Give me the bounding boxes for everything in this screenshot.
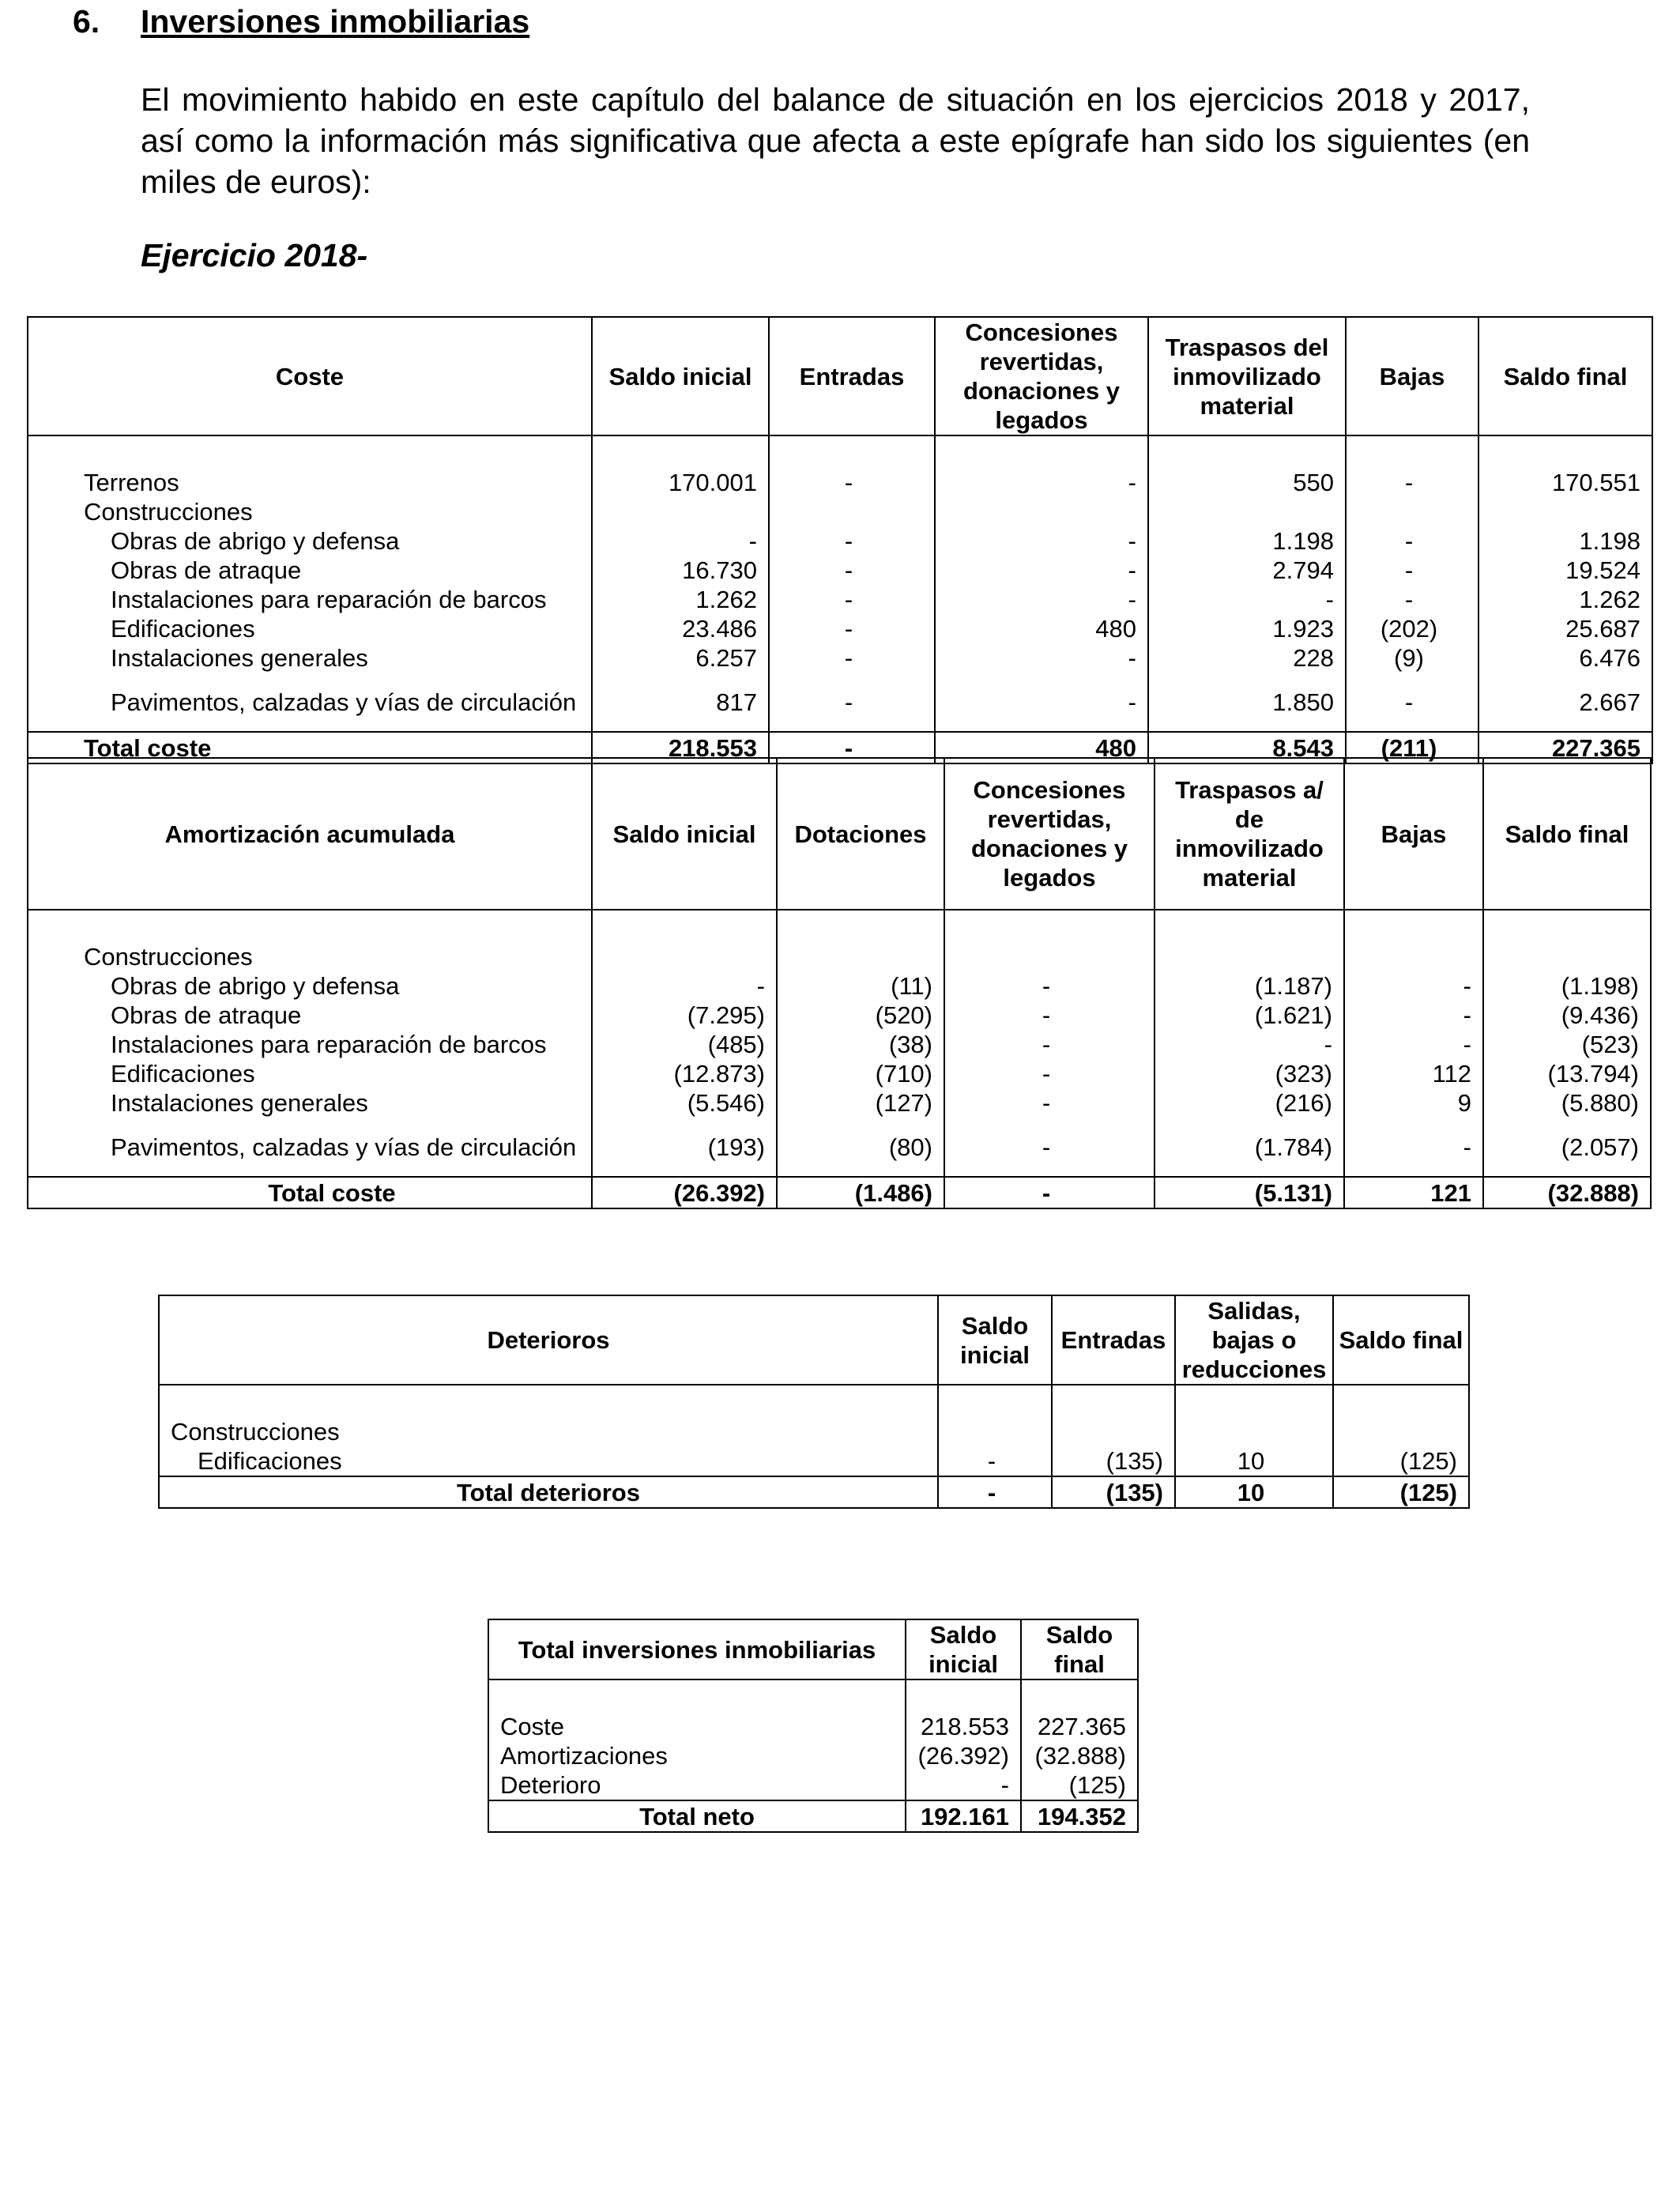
cell-value: (26.392) <box>906 1741 1021 1770</box>
section-title <box>73 3 529 40</box>
cell-value: (125) <box>1333 1446 1469 1476</box>
cost-header-traspasos: Traspasos del inmovilizado material <box>1148 317 1346 435</box>
cell-value: (135) <box>1052 1446 1175 1476</box>
cell-value: (80) <box>777 1118 944 1177</box>
cell-value: (1.621) <box>1155 1001 1344 1030</box>
spacer-cell <box>1346 435 1478 468</box>
section-title-text: Inversiones inmobiliarias <box>141 3 530 40</box>
det-header-saldo-final: Saldo final <box>1333 1295 1469 1385</box>
row-label: Instalaciones generales <box>28 1088 592 1118</box>
table-row <box>28 556 1652 585</box>
cell-value <box>1483 942 1651 971</box>
total-label: Total coste <box>28 1177 592 1208</box>
row-label: Obras de abrigo y defensa <box>28 526 592 556</box>
cell-value: 1.198 <box>1478 526 1652 556</box>
amortization-table <box>27 757 1652 1209</box>
cell-value <box>769 497 935 526</box>
table-row <box>28 468 1652 497</box>
row-label: Edificaciones <box>28 1059 592 1088</box>
cell-value: 2.794 <box>1148 556 1346 585</box>
table-row <box>28 1001 1651 1030</box>
cell-value: - <box>935 673 1148 732</box>
cell-value: 19.524 <box>1478 556 1652 585</box>
cell-value: - <box>944 971 1155 1001</box>
table-row <box>28 1118 1651 1177</box>
cell-value: - <box>906 1770 1021 1800</box>
table-row <box>28 1059 1651 1088</box>
cell-value: - <box>944 1118 1155 1177</box>
cell-value: - <box>592 526 769 556</box>
cell-value: - <box>935 468 1148 497</box>
total-row <box>159 1476 1469 1508</box>
cell-value <box>1155 942 1344 971</box>
cost-header-coste: Coste <box>28 317 592 435</box>
table-row <box>28 673 1652 732</box>
cell-value: 1.850 <box>1148 673 1346 732</box>
amort-header-dotaciones: Dotaciones <box>777 758 944 910</box>
spacer-cell <box>906 1679 1021 1712</box>
cell-value <box>1478 497 1652 526</box>
cell-value: (202) <box>1346 614 1478 643</box>
cell-value: - <box>769 614 935 643</box>
cell-value: 6.257 <box>592 643 769 673</box>
row-label: Edificaciones <box>28 614 592 643</box>
total-value: 121 <box>1344 1177 1483 1208</box>
row-label: Obras de atraque <box>28 1001 592 1030</box>
impairment-table <box>158 1295 1470 1509</box>
total-value: (211) <box>1346 732 1478 763</box>
total-value: 227.365 <box>1478 732 1652 763</box>
row-label: Obras de atraque <box>28 556 592 585</box>
cell-value: (485) <box>592 1030 777 1059</box>
tot-header-saldo-final: Saldo final <box>1021 1619 1138 1679</box>
total-value: 8.543 <box>1148 732 1346 763</box>
spacer-cell <box>769 435 935 468</box>
spacer-cell <box>28 435 592 468</box>
cell-value <box>1052 1417 1175 1446</box>
cell-value: - <box>769 556 935 585</box>
amort-header-saldo-inicial: Saldo inicial <box>592 758 777 910</box>
cell-value: 817 <box>592 673 769 732</box>
cell-value <box>777 942 944 971</box>
row-label: Obras de abrigo y defensa <box>28 971 592 1001</box>
total-value: (135) <box>1052 1476 1175 1508</box>
cell-value: - <box>769 643 935 673</box>
cell-value: (1.187) <box>1155 971 1344 1001</box>
cell-value: 16.730 <box>592 556 769 585</box>
total-value: - <box>938 1476 1052 1508</box>
table-row <box>28 942 1651 971</box>
cell-value: (193) <box>592 1118 777 1177</box>
amort-header-bajas: Bajas <box>1344 758 1483 910</box>
total-value: 218.553 <box>592 732 769 763</box>
table-row <box>28 643 1652 673</box>
cell-value: - <box>1344 1118 1483 1177</box>
cell-value: - <box>935 643 1148 673</box>
total-investments-table <box>488 1619 1139 1833</box>
amort-header-saldo-final: Saldo final <box>1483 758 1651 910</box>
spacer-row <box>28 435 1652 468</box>
cell-value: (125) <box>1021 1770 1138 1800</box>
spacer-cell <box>1155 910 1344 942</box>
total-row <box>28 1177 1651 1208</box>
det-header-saldo-inicial: Saldo inicial <box>938 1295 1052 1385</box>
cell-value: 480 <box>935 614 1148 643</box>
cell-value: (12.873) <box>592 1059 777 1088</box>
cell-value: (2.057) <box>1483 1118 1651 1177</box>
cell-value <box>1175 1417 1333 1446</box>
total-investments-table-body <box>488 1679 1138 1832</box>
cell-value: 2.667 <box>1478 673 1652 732</box>
total-value: 192.161 <box>906 1800 1021 1832</box>
cell-value: - <box>1344 1001 1483 1030</box>
total-value: 10 <box>1175 1476 1333 1508</box>
cell-value: 9 <box>1344 1088 1483 1118</box>
cell-value <box>1333 1417 1469 1446</box>
cell-value: 25.687 <box>1478 614 1652 643</box>
cell-value: (1.198) <box>1483 971 1651 1001</box>
cell-value: - <box>769 585 935 614</box>
total-label: Total coste <box>28 732 592 763</box>
total-value: 194.352 <box>1021 1800 1138 1832</box>
total-value: (26.392) <box>592 1177 777 1208</box>
total-row <box>488 1800 1138 1832</box>
cell-value: - <box>935 556 1148 585</box>
table-row <box>28 526 1652 556</box>
cell-value: - <box>1346 585 1478 614</box>
spacer-row <box>28 910 1651 942</box>
row-label: Pavimentos, calzadas y vías de circulación <box>28 1118 592 1177</box>
row-label: Construcciones <box>28 497 592 526</box>
cell-value: 112 <box>1344 1059 1483 1088</box>
cell-value: - <box>938 1446 1052 1476</box>
cost-header-bajas: Bajas <box>1346 317 1478 435</box>
cell-value: (520) <box>777 1001 944 1030</box>
total-value: - <box>769 732 935 763</box>
spacer-cell <box>592 435 769 468</box>
cell-value: - <box>1346 556 1478 585</box>
table-row <box>488 1770 1138 1800</box>
ejercicio-heading: Ejercicio 2018- <box>141 237 368 273</box>
section-number: 6. <box>73 3 100 40</box>
spacer-cell <box>159 1385 938 1417</box>
cell-value: (9.436) <box>1483 1001 1651 1030</box>
cell-value: - <box>1346 673 1478 732</box>
table-row <box>28 971 1651 1001</box>
cell-value <box>944 942 1155 971</box>
cell-value: (13.794) <box>1483 1059 1651 1088</box>
cell-value: 10 <box>1175 1446 1333 1476</box>
cell-value: 218.553 <box>906 1712 1021 1741</box>
total-label: Total neto <box>488 1800 906 1832</box>
cell-value: (127) <box>777 1088 944 1118</box>
row-label: Construcciones <box>159 1417 938 1446</box>
cell-value: (11) <box>777 971 944 1001</box>
table-row <box>488 1741 1138 1770</box>
cell-value: 170.551 <box>1478 468 1652 497</box>
spacer-cell <box>1052 1385 1175 1417</box>
det-header-salidas: Salidas, bajas o reducciones <box>1175 1295 1333 1385</box>
spacer-cell <box>944 910 1155 942</box>
cell-value: 228 <box>1148 643 1346 673</box>
cell-value: - <box>1346 468 1478 497</box>
table-row <box>28 1088 1651 1118</box>
cell-value: - <box>769 526 935 556</box>
det-header-deterioros: Deterioros <box>159 1295 938 1385</box>
row-label: Deterioro <box>488 1770 906 1800</box>
cell-value: (710) <box>777 1059 944 1088</box>
row-label: Instalaciones para reparación de barcos <box>28 1030 592 1059</box>
cell-value: - <box>944 1088 1155 1118</box>
cost-header-concesiones: Concesiones revertidas, donaciones y legados <box>935 317 1148 435</box>
tot-header-total-inversiones: Total inversiones inmobiliarias <box>488 1619 906 1679</box>
row-label: Amortizaciones <box>488 1741 906 1770</box>
row-label: Construcciones <box>28 942 592 971</box>
table-row <box>159 1446 1469 1476</box>
table-row <box>28 614 1652 643</box>
cell-value: - <box>592 971 777 1001</box>
amort-header-traspasos: Traspasos a/ de inmovilizado material <box>1155 758 1344 910</box>
row-label: Instalaciones para reparación de barcos <box>28 585 592 614</box>
amortization-table-body <box>28 910 1651 1208</box>
spacer-cell <box>1478 435 1652 468</box>
cost-header-saldo-final: Saldo final <box>1478 317 1652 435</box>
cell-value <box>938 1417 1052 1446</box>
cell-value <box>935 497 1148 526</box>
table-row <box>28 497 1652 526</box>
cell-value: (216) <box>1155 1088 1344 1118</box>
intro-paragraph: El movimiento habido en este capítulo del balance de situación en los ejercicios 2018 y 2017, así como la información más significativa que afecta a este epígrafe han sido los siguientes (en miles de euros): <box>141 81 1530 200</box>
table-row <box>488 1712 1138 1741</box>
cost-table-body <box>28 435 1652 763</box>
row-label: Pavimentos, calzadas y vías de circulación <box>28 673 592 732</box>
cell-value: 1.923 <box>1148 614 1346 643</box>
total-value: (32.888) <box>1483 1177 1651 1208</box>
cell-value: 170.001 <box>592 468 769 497</box>
cell-value: 23.486 <box>592 614 769 643</box>
amort-header-amortizacion: Amortización acumulada <box>28 758 592 910</box>
cell-value: (32.888) <box>1021 1741 1138 1770</box>
cell-value: (5.880) <box>1483 1088 1651 1118</box>
cell-value: - <box>935 526 1148 556</box>
cell-value: (323) <box>1155 1059 1344 1088</box>
row-label: Terrenos <box>28 468 592 497</box>
det-header-entradas: Entradas <box>1052 1295 1175 1385</box>
cell-value: 550 <box>1148 468 1346 497</box>
cell-value: - <box>944 1001 1155 1030</box>
total-value: (1.486) <box>777 1177 944 1208</box>
row-label: Coste <box>488 1712 906 1741</box>
total-value: (5.131) <box>1155 1177 1344 1208</box>
spacer-cell <box>28 910 592 942</box>
cost-header-entradas: Entradas <box>769 317 935 435</box>
cell-value <box>592 497 769 526</box>
cell-value: (7.295) <box>592 1001 777 1030</box>
table-row <box>28 1030 1651 1059</box>
cell-value: 1.262 <box>592 585 769 614</box>
table-row <box>28 585 1652 614</box>
cell-value: - <box>769 673 935 732</box>
spacer-row <box>488 1679 1138 1712</box>
cell-value: (5.546) <box>592 1088 777 1118</box>
cell-value: - <box>935 585 1148 614</box>
spacer-cell <box>1333 1385 1469 1417</box>
cost-table <box>27 316 1653 764</box>
spacer-cell <box>488 1679 906 1712</box>
spacer-cell <box>592 910 777 942</box>
spacer-cell <box>935 435 1148 468</box>
cell-value: 1.262 <box>1478 585 1652 614</box>
cell-value <box>592 942 777 971</box>
row-label: Instalaciones generales <box>28 643 592 673</box>
cell-value: - <box>1344 1030 1483 1059</box>
cell-value: - <box>1155 1030 1344 1059</box>
cell-value: - <box>1344 971 1483 1001</box>
cell-value <box>1344 942 1483 971</box>
spacer-cell <box>938 1385 1052 1417</box>
table-row <box>159 1417 1469 1446</box>
cost-header-saldo-inicial: Saldo inicial <box>592 317 769 435</box>
total-value: - <box>944 1177 1155 1208</box>
total-value: (125) <box>1333 1476 1469 1508</box>
cell-value: (38) <box>777 1030 944 1059</box>
tot-header-saldo-inicial: Saldo inicial <box>906 1619 1021 1679</box>
cell-value: 227.365 <box>1021 1712 1138 1741</box>
cell-value: (523) <box>1483 1030 1651 1059</box>
spacer-cell <box>777 910 944 942</box>
cell-value: - <box>1346 526 1478 556</box>
spacer-row <box>159 1385 1469 1417</box>
cell-value: (9) <box>1346 643 1478 673</box>
amort-header-concesiones: Concesiones revertidas, donaciones y legados <box>944 758 1155 910</box>
cell-value <box>1346 497 1478 526</box>
cell-value: (1.784) <box>1155 1118 1344 1177</box>
total-value: 480 <box>935 732 1148 763</box>
cell-value <box>1148 497 1346 526</box>
spacer-cell <box>1175 1385 1333 1417</box>
spacer-cell <box>1344 910 1483 942</box>
row-label: Edificaciones <box>159 1446 938 1476</box>
impairment-table-body <box>159 1385 1469 1508</box>
cell-value: 6.476 <box>1478 643 1652 673</box>
cell-value: - <box>769 468 935 497</box>
cell-value: - <box>1148 585 1346 614</box>
spacer-cell <box>1021 1679 1138 1712</box>
cell-value: 1.198 <box>1148 526 1346 556</box>
total-label: Total deterioros <box>159 1476 938 1508</box>
cell-value: - <box>944 1030 1155 1059</box>
spacer-cell <box>1483 910 1651 942</box>
spacer-cell <box>1148 435 1346 468</box>
cell-value: - <box>944 1059 1155 1088</box>
